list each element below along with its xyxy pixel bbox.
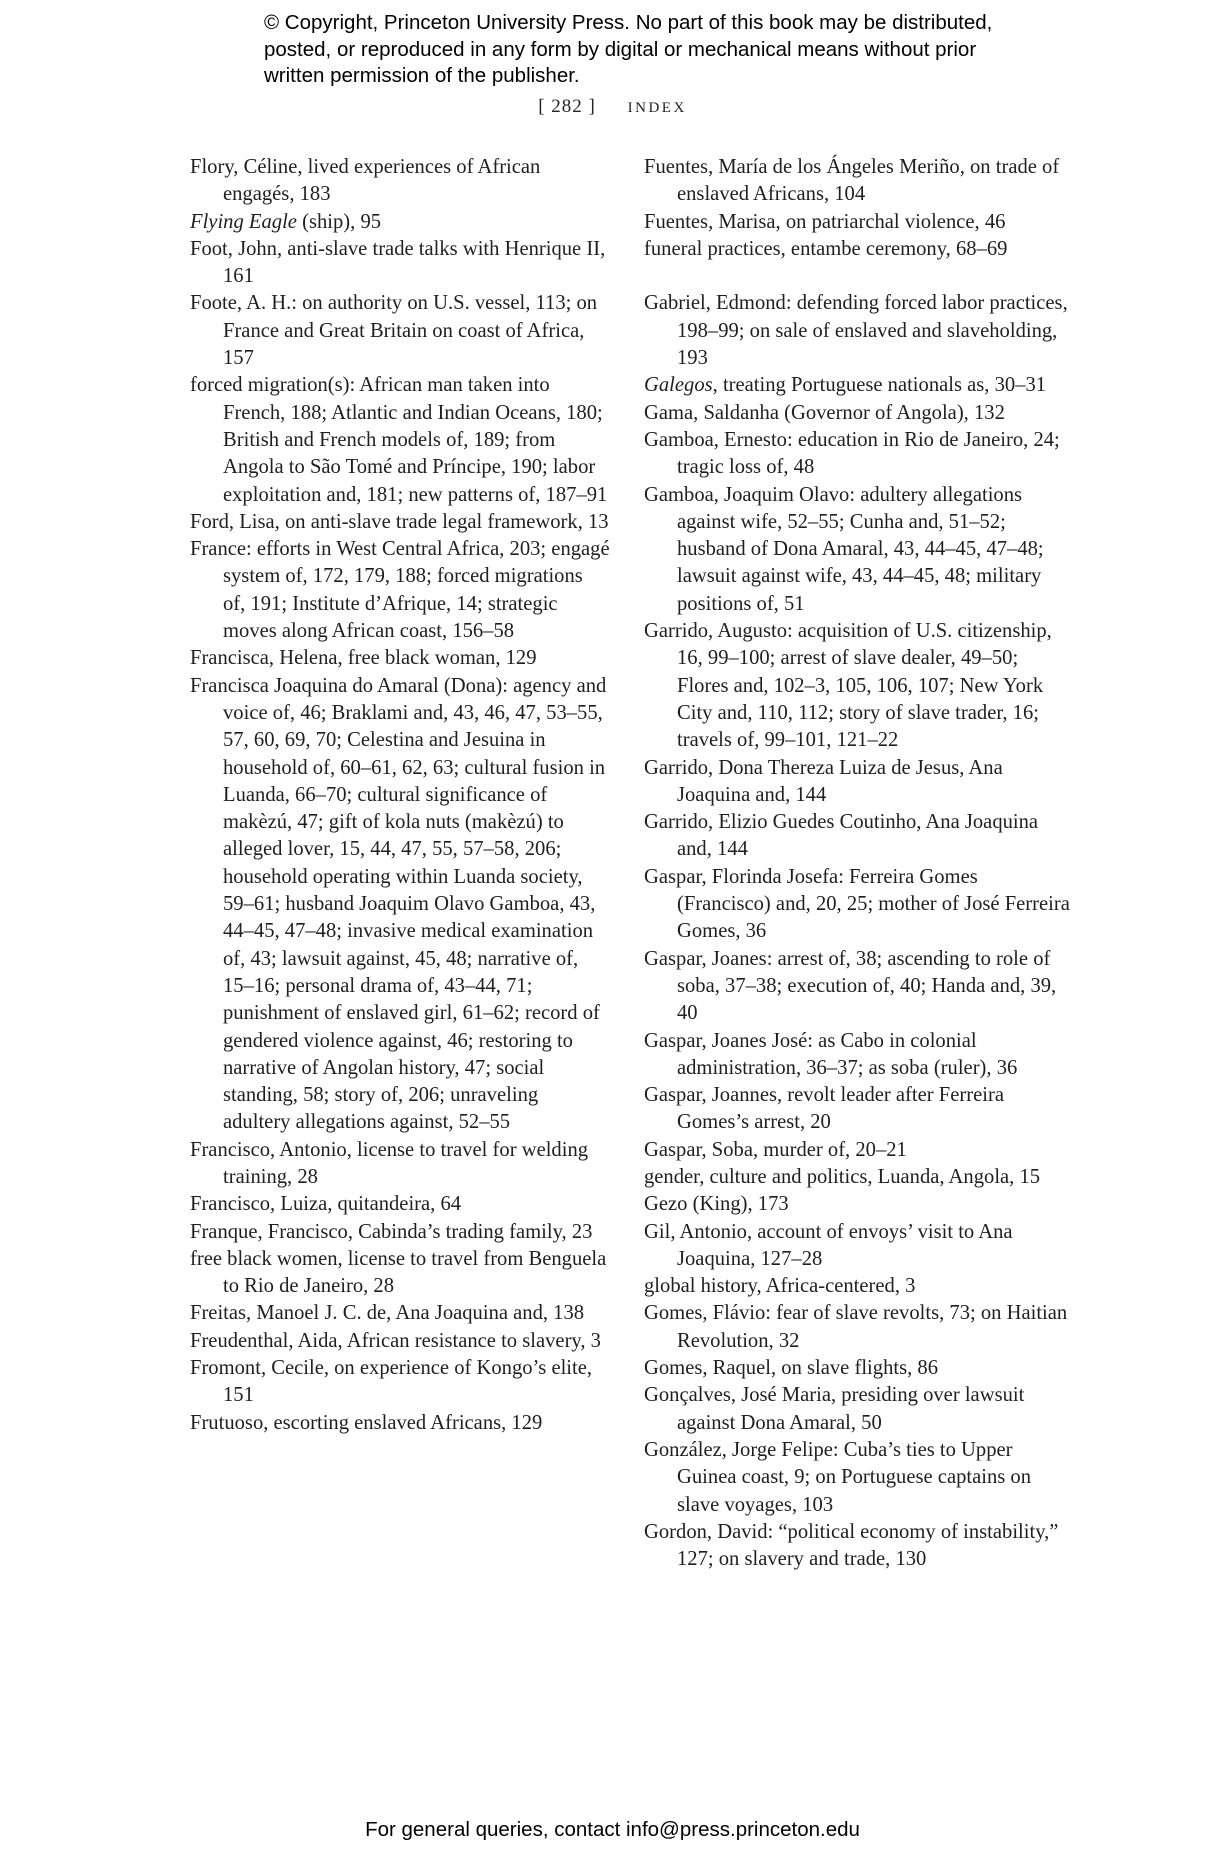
index-entry	[644, 236, 1074, 263]
index-entry	[190, 1410, 610, 1437]
index-entry	[190, 1219, 610, 1246]
index-entry-text: Francisco, Luiza, quitandeira, 64	[190, 1193, 462, 1216]
index-entry	[190, 645, 610, 672]
index-entry-text: global history, Africa-centered, 3	[644, 1275, 916, 1298]
index-entry	[644, 946, 1074, 1028]
running-head	[0, 93, 1225, 118]
index-entry-text: Francisco, Antonio, license to travel for welding training, 28	[190, 1138, 589, 1188]
index-entry-text: Foot, John, anti-slave trade talks with Henrique II, 161	[190, 237, 606, 288]
page-number: [ 282 ]	[538, 96, 596, 117]
index-entry	[644, 1300, 1074, 1355]
index-entry-text: González, Jorge Felipe: Cuba’s ties to Upper Guinea coast, 9; on Portuguese captains on slave voyages, 103	[644, 1438, 1032, 1516]
index-entry-text: Gamboa, Ernesto: education in Rio de Janeiro, 24; tragic loss of, 48	[644, 428, 1060, 479]
index-entry-text: Gil, Antonio, account of envoys’ visit to Ana Joaquina, 127–28	[644, 1220, 1013, 1270]
index-entry	[190, 536, 610, 645]
index-entry	[644, 1382, 1074, 1437]
index-entry	[644, 1437, 1074, 1519]
index-entry-text: gender, culture and politics, Luanda, Angola, 15	[644, 1165, 1041, 1188]
index-entry	[190, 1300, 610, 1327]
index-entry-text: Gabriel, Edmond: defending forced labor practices, 198–99; on sale of enslaved and slaveholding, 193	[644, 292, 1068, 370]
index-entry-text: Gaspar, Florinda Josefa: Ferreira Gomes (Francisco) and, 20, 25; mother of José Ferreira Gomes, 36	[644, 865, 1070, 943]
index-entry	[190, 236, 610, 291]
index-entry-text: Gaspar, Joannes, revolt leader after Ferreira Gomes’s arrest, 20	[644, 1084, 1004, 1134]
index-entry-text: France: efforts in West Central Africa, 203; engagé system of, 172, 179, 188; forced migrations of, 191; Institute d’Afrique, 14; strategic moves along African coast, 156–58	[190, 538, 610, 643]
index-entry-text: funeral practices, entambe ceremony, 68–69	[644, 237, 1008, 260]
index-entry	[644, 1082, 1074, 1137]
index-entry	[644, 809, 1074, 864]
index-entry-text: Frutuoso, escorting enslaved Africans, 129	[190, 1411, 543, 1434]
index-entry	[190, 154, 610, 209]
index-entry-text: (ship), 95	[296, 210, 382, 233]
index-entry-text: Fuentes, María de los Ángeles Meriño, on trade of enslaved Africans, 104	[644, 156, 1060, 206]
index-entry	[644, 1191, 1074, 1218]
section-title: index	[627, 93, 687, 117]
index-entry	[644, 290, 1074, 372]
index-entry	[644, 864, 1074, 946]
index-entry	[644, 1519, 1074, 1574]
index-entry-text: Gaspar, Joanes: arrest of, 38; ascending to role of soba, 37–38; execution of, 40; Handa and, 39, 40	[644, 947, 1057, 1025]
index-column-right	[644, 154, 1074, 1573]
index-entry	[190, 1328, 610, 1355]
index-entry-text: Francisca Joaquina do Amaral (Dona): agency and voice of, 46; Braklami and, 43, 46, 47, 53–55, 57, 60, 69, 70; Celestina and Jesuina in household of, 60–61, 62, 63; cultural fusion in Luanda, 66–70; cultural significance of makèzú, 47; gift of kola nuts (makèzú) to alleged lover, 15, 44, 47, 55, 57–58, 206; household operating within Luanda society, 59–61; husband Joaquim Olavo Gamboa, 43, 44–45, 47–48; invasive medical examination of, 43; lawsuit against, 45, 48; narrative of, 15–16; personal drama of, 43–44, 71; punishment of enslaved girl, 61–62; record of gendered violence against, 46; restoring to narrative of Angolan history, 47; social standing, 58; story of, 206; unraveling adultery allegations against, 52–55	[190, 674, 607, 1134]
index-entry-text: Foote, A. H.: on authority on U.S. vessel, 113; on France and Great Britain on coast of Africa, 157	[190, 292, 598, 370]
index-entry	[644, 209, 1074, 236]
index-entry-text: Gaspar, Joanes José: as Cabo in colonial administration, 36–37; as soba (ruler), 36	[644, 1029, 1018, 1079]
index-entry	[644, 482, 1074, 618]
index-entry-text: Garrido, Augusto: acquisition of U.S. citizenship, 16, 99–100; arrest of slave dealer, 49–50; Flores and, 102–3, 105, 106, 107; New York City and, 110, 112; story of slave trader, 16; travels of, 99–101, 121–22	[644, 620, 1052, 752]
index-entry	[644, 1028, 1074, 1083]
index-entry	[644, 1219, 1074, 1274]
index-entry-text: Garrido, Dona Thereza Luiza de Jesus, Ana Joaquina and, 144	[644, 756, 1003, 806]
index-entry-text: Flory, Céline, lived experiences of African engagés, 183	[190, 156, 541, 206]
index-entry	[190, 509, 610, 536]
index-entry-text: Fuentes, Marisa, on patriarchal violence, 46	[644, 210, 1006, 233]
index-entry	[190, 1355, 610, 1410]
index-entry	[644, 1137, 1074, 1164]
index-entry-text: Freudenthal, Aida, African resistance to slavery, 3	[190, 1329, 601, 1352]
index-entry-text: Freitas, Manoel J. C. de, Ana Joaquina and, 138	[190, 1302, 585, 1325]
index-entry-text: Gama, Saldanha (Governor of Angola), 132	[644, 401, 1005, 424]
index-entry-text: Gamboa, Joaquim Olavo: adultery allegations against wife, 52–55; Cunha and, 51–52; husband of Dona Amaral, 43, 44–45, 47–48; lawsuit against wife, 43, 44–45, 48; military positions of, 51	[644, 483, 1044, 615]
index-entry-text: Ford, Lisa, on anti-slave trade legal framework, 13	[190, 510, 609, 533]
index-entry-text: , treating Portuguese nationals as, 30–31	[712, 374, 1047, 397]
copyright-notice: © Copyright, Princeton University Press. No part of this book may be distributed, posted, or reproduced in any form by digital or mechanical means without prior written permission of the publisher.	[264, 11, 993, 87]
index-entry-text: Gomes, Flávio: fear of slave revolts, 73; on Haitian Revolution, 32	[644, 1302, 1068, 1352]
index-entry-text: Gonçalves, José Maria, presiding over lawsuit against Dona Amaral, 50	[644, 1384, 1025, 1434]
index-entry	[644, 1273, 1074, 1300]
index-entry-text: Gezo (King), 173	[644, 1193, 789, 1216]
index-entry-text: Garrido, Elizio Guedes Coutinho, Ana Joaquina and, 144	[644, 811, 1039, 861]
index-entry-text: Gomes, Raquel, on slave flights, 86	[644, 1357, 938, 1380]
index-entry	[190, 1246, 610, 1301]
index-entry	[644, 618, 1074, 754]
index-entry	[190, 1191, 610, 1218]
index-entry	[190, 673, 610, 1137]
index-column-left	[190, 154, 610, 1437]
index-entry	[644, 400, 1074, 427]
index-entry-text: Franque, Francisco, Cabinda’s trading family, 23	[190, 1220, 593, 1243]
index-entry	[190, 290, 610, 372]
letter-group-gap	[644, 263, 1074, 290]
index-entry-text: Gaspar, Soba, murder of, 20–21	[644, 1138, 907, 1161]
index-entry	[644, 427, 1074, 482]
index-entry	[644, 372, 1074, 399]
footer-contact: For general queries, contact info@press.princeton.edu	[365, 1818, 860, 1841]
index-entry-text: Francisca, Helena, free black woman, 129	[190, 647, 537, 670]
index-entry	[644, 1355, 1074, 1382]
index-entry-italic-term: Galegos	[644, 374, 713, 397]
index-entry-text: Fromont, Cecile, on experience of Kongo’s elite, 151	[190, 1357, 593, 1407]
index-entry	[190, 209, 610, 236]
index-entry-text: free black women, license to travel from Benguela to Rio de Janeiro, 28	[190, 1247, 607, 1298]
index-entry	[644, 154, 1074, 209]
index-entry	[190, 1137, 610, 1192]
index-entry-text: forced migration(s): African man taken into French, 188; Atlantic and Indian Oceans, 180; British and French models of, 189; from Angola to São Tomé and Príncipe, 190; labor exploitation and, 181; new patterns of, 187–91	[190, 374, 608, 506]
index-entry-italic-term: Flying Eagle	[190, 210, 297, 233]
index-entry-text: Gordon, David: “political economy of instability,” 127; on slavery and trade, 130	[644, 1520, 1059, 1571]
index-entry	[644, 1164, 1074, 1191]
index-entry	[644, 755, 1074, 810]
index-entry	[190, 372, 610, 508]
